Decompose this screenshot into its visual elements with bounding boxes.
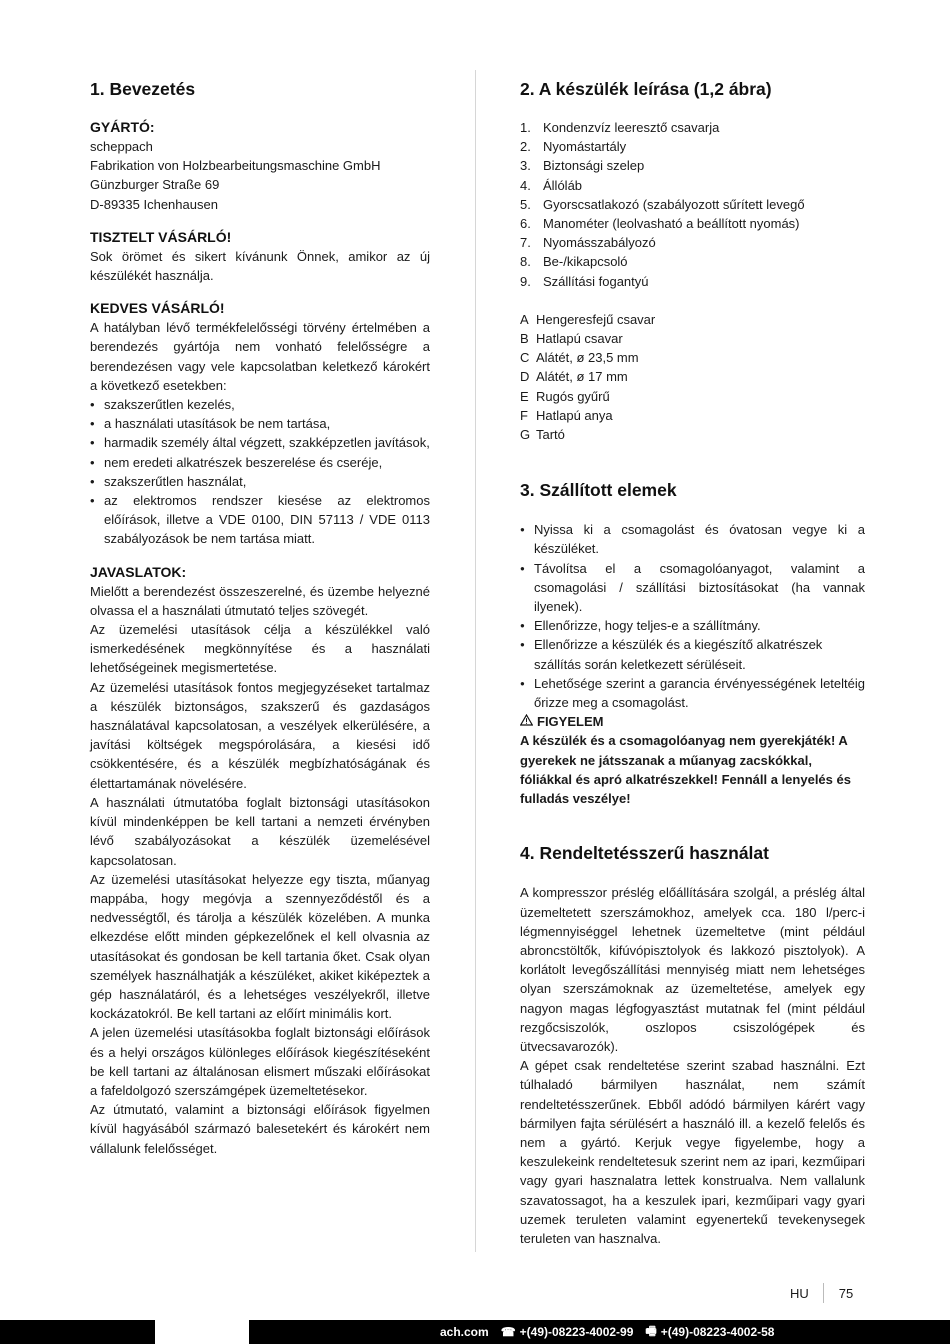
list-item: 4. Állóláb (520, 177, 583, 193)
footer-separator (823, 1283, 824, 1303)
list-item: D Alátét, ø 17 mm (520, 369, 628, 385)
section-title-description: 2. A készülék leírása (1,2 ábra) (520, 79, 772, 99)
list-item: 3. Biztonsági szelep (520, 158, 645, 174)
page-number: 75 (838, 1285, 854, 1301)
list-item: • a használati utasítások be nem tartása, (90, 414, 430, 433)
column-divider (475, 70, 476, 1252)
language-code: HU (790, 1285, 809, 1301)
section-title-delivery: 3. Szállított elemek (520, 480, 677, 501)
fax-icon: 🖷 (645, 1323, 657, 1338)
list-item: 8. Be-/kikapcsoló (520, 254, 628, 270)
warning-heading (520, 712, 865, 731)
list-item: 2. Nyomástartály (520, 139, 627, 155)
list-item: G Tartó (520, 427, 565, 443)
list-item: ● Nyissa ki a csomagolást és óvatosan vegye ki a készüléket. (520, 520, 865, 558)
list-item: 5. Gyorscsatlakozó (szabályozott sűrített levegő (520, 196, 805, 212)
fax-number: +(49)-08223-4002-58 (660, 1325, 775, 1339)
tips-paragraph: Az útmutató, valamint a biztonsági előírások figyelmen kívül hagyásából származó balesetekért és károkért nem vállalunk felelősséget. (90, 1102, 430, 1156)
tips-paragraph: Az üzemelési utasítások fontos megjegyzéseket tartalmaz a készülék biztonságos, szakszerű és gazdaságos használatával kapcsolatosan, a veszélyek elkerülésére, a javítási költségek megspórolására, a kiesési idő csökkentésére, és a készülék megbízhatóságának és élettartamának növelésére. (90, 679, 430, 791)
list-item: B Hatlapú csavar (520, 331, 623, 347)
list-item: ● Lehetősége szerint a garancia érvényességének leteltéig őrizze meg a csomagolást. (520, 674, 865, 712)
list-item: • az elektromos rendszer kiesése az elektromos előírások, illetve a VDE 0100, DIN 57113 / VDE 0113 szabályozások be nem tartása miatt. (90, 491, 430, 549)
list-item: • nem eredeti alkatrészek beszerelése és cseréje, (90, 453, 430, 472)
tips-paragraph: Mielőtt a berendezést összeszerelné, és üzembe helyezné olvassa el a használati útmutató teljes szövegét. (90, 583, 430, 618)
tips-paragraph: A jelen üzemelési utasításokba foglalt biztonsági előírások és a helyi országos különleges előírások kiegészítéseként be kell tartani az általánosan elismert műszaki előírásokat a fafeldolgozó szerszámgépek üzemeltetésekor. (90, 1025, 430, 1098)
list-item: ● Távolítsa el a csomagolóanyagot, valamint a csomagolási / szállítási biztosításokat (ha vannak ilyenek). (520, 559, 865, 617)
list-item: C Alátét, ø 23,5 mm (520, 350, 639, 366)
left-column (90, 78, 430, 1158)
manufacturer-line: Fabrikation von Holzbearbeitungsmaschine GmbH (90, 158, 381, 174)
manufacturer-line: Günzburger Straße 69 (90, 177, 220, 193)
list-item: 7. Nyomásszabályozó (520, 235, 656, 251)
warning-title: FIGYELEM (537, 714, 604, 730)
delivery-list (520, 520, 865, 712)
section-title-introduction: 1. Bevezetés (90, 79, 196, 99)
list-item: ● Ellenőrizze, hogy teljes-e a szállítmány. (520, 616, 865, 635)
list-item: 9. Szállítási fogantyú (520, 273, 649, 289)
warning-text: A készülék és a csomagolóanyag nem gyerekjáték! A gyerekek ne játsszanak a műanyag zacskókkal, fóliákkal és apró alkatrészekkel! Fennáll a lenyelés és fulladás veszélye! (520, 733, 851, 807)
parts-lettered-list (520, 310, 865, 444)
list-item: • szakszerűtlen használat, (90, 472, 430, 491)
warning-triangle-icon (520, 712, 533, 731)
right-column (520, 78, 865, 1248)
customer-text-1: Sok örömet és sikert kívánunk Önnek, amikor az új készülékét használja. (90, 248, 430, 284)
liability-list (90, 395, 430, 549)
usage-paragraph: A gépet csak rendeltetése szerint szabad használni. Ezt túlhaladó bármilyen használat, nem számít rendeltetésszerűnek. Ebből adódó bármilyen kárért vagy bármilyen fajta sérülésért a használó ill. a kezelő felelős és nem a gyártó. Kerjuk vegye figyelembe, hogy a keszulekeink rendeltetesuk szerint nem az ipari, kezműipari vagy gyari hasznalatra lettek konstrualva. Nem vallalunk szavatossagot, ha a keszulek ipari, kezműipari vagy gyari uzemek teruleten valamint egyenertekű tevekenysegek teruleten van hasznalva. (520, 1058, 865, 1246)
manufacturer-heading: GYÁRTÓ: (90, 119, 155, 135)
tips-paragraph: A használati útmutatóba foglalt biztonsági utasításokon kívül mindenképpen be kell tartani a nemzeti érvényben lévő szabályozásokat a készülék üzemelésével kapcsolatosan. (90, 794, 430, 868)
website-text: ach.com (440, 1325, 489, 1339)
list-item: • szakszerűtlen kezelés, (90, 395, 430, 414)
list-item: 1. Kondenzvíz leeresztő csavarja (520, 120, 720, 135)
customer-heading-2: KEDVES VÁSÁRLÓ! (90, 300, 225, 317)
list-item: F Hatlapú anya (520, 407, 613, 423)
contact-bar-gap (155, 1320, 249, 1344)
tips-paragraph: Az üzemelési utasítások célja a készülékkel való ismerkedésének megkönnyítése és a használati lehetőségeinek megismertetése. (90, 622, 430, 676)
phone-icon: ☎ (500, 1325, 516, 1339)
list-item: A Hengeresfejű csavar (520, 311, 656, 327)
tips-paragraph: Az üzemelési utasításokat helyezze egy tiszta, műanyag mappába, hogy megóvja a szennyeződéstől és a nedvességtől, és tárolja a készülék közelében. A munka elkezdése előtt minden gépkezelőnek el kell olvasnia az utasításokat és gondosan be kell tartania őket. Csak olyan személyek használhatják a készüléket, akiket kiképeztek a gép használatáról, és a lehetséges veszélyekről, illetve kockázatokról. Be kell tartani az előírt minimális kort. (90, 871, 430, 1022)
customer-text-2: A hatályban lévő termékfelelősségi törvény értelmében a berendezés gyártója nem vonható felelősségre a berendezésen vagy vele kapcsolatban keletkező károkért a következő esetekben: (90, 320, 430, 393)
customer-heading-1: TISZTELT VÁSÁRLÓ! (90, 228, 232, 245)
tips-heading: JAVASLATOK: (90, 563, 187, 580)
list-item: 6. Manométer (leolvasható a beállított nyomás) (520, 216, 800, 232)
section-title-intended-use: 4. Rendeltetésszerű használat (520, 843, 769, 864)
page-footer (790, 1283, 853, 1303)
list-item: ● Ellenőrizze a készülék és a kiegészítő alkatrészek szállítás során keletkezett sérüléseit. (520, 635, 865, 673)
phone-number: +(49)-08223-4002-99 (519, 1325, 634, 1339)
manufacturer-line: scheppach (90, 139, 153, 154)
contact-bar-text (440, 1320, 786, 1344)
parts-numbered-list (520, 118, 865, 291)
manufacturer-line: D-89335 Ichenhausen (90, 196, 218, 212)
list-item: E Rugós gyűrű (520, 388, 610, 404)
usage-paragraph: A kompresszor préslég előállítására szolgál, a préslég által üzemeltetett szerszámokhoz, amelyek cca. 180 l/perc-i légmennyiséggel lehetnek üzemeltetve (mint például abroncstöltők, kifúvópisztolyok és lakkozó pisztolyok). A korlátolt levegőszállítási mennyiség miatt nem lehetséges olyan szerszámoknak az üzemeltetése, amelyek egy nagyon magas légfogyasztást mutatnak fel (mint például rezgőcsiszolók, oszlopos csiszológépek és ütvecsavarozók). (520, 885, 865, 1054)
list-item: • harmadik személy által végzett, szakképzetlen javítások, (90, 433, 430, 452)
